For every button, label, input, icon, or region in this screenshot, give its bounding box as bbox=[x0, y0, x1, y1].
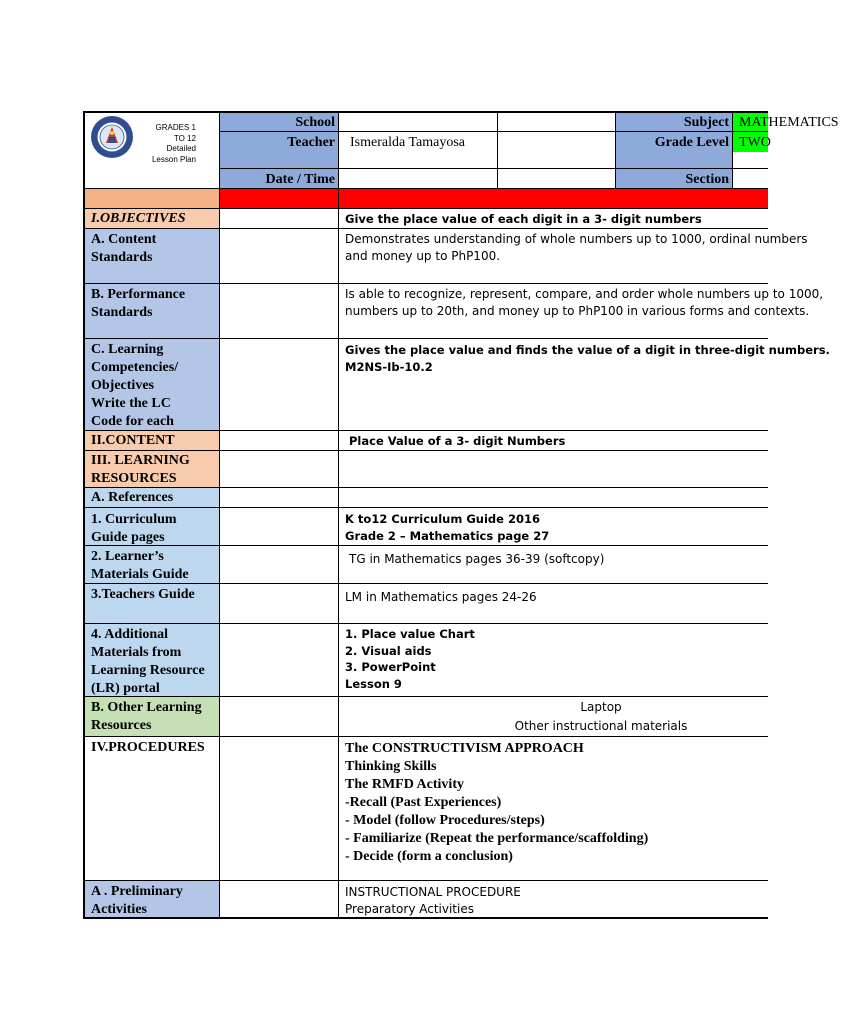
orange-band-cell bbox=[84, 189, 220, 209]
other-text: Laptop Other instructional materials bbox=[514, 700, 688, 733]
procedures-text: The CONSTRUCTIVISM APPROACH Thinking Skills The RMFD Activity -Recall (Past Experiences) - Model (follow Procedures/steps) - Familiarize (Repeat the performance/scaffolding) - Decide (form a conclusion) bbox=[345, 741, 649, 864]
prelim-text: INSTRUCTIONAL PROCEDURE Preparatory Activities bbox=[345, 885, 521, 916]
perf-std-label: B. Performance Standards bbox=[91, 287, 186, 320]
references-label: A. References bbox=[91, 490, 174, 505]
teachers-label: 3.Teachers Guide bbox=[91, 587, 195, 602]
content-std-label: A. Content Standards bbox=[91, 232, 157, 265]
school-label: School bbox=[295, 115, 335, 130]
subject-value: MATHEMATICS bbox=[739, 115, 839, 130]
grid-line bbox=[83, 736, 768, 737]
subject-label: Subject bbox=[683, 115, 729, 130]
procedures-label: IV.PROCEDURES bbox=[91, 740, 205, 755]
content-std-text: Demonstrates understanding of whole numbers up to 1000, ordinal numbers and money up to PhP100. bbox=[345, 232, 808, 263]
competency-label: C. Learning Competencies/ Objectives Write the LC Code for each bbox=[91, 342, 179, 429]
grade-value: TWO bbox=[739, 135, 771, 150]
datetime-label: Date / Time bbox=[265, 172, 335, 187]
learners-text: TG in Mathematics pages 36-39 (softcopy) bbox=[349, 552, 605, 566]
content-text: Place Value of a 3- digit Numbers bbox=[349, 434, 566, 448]
additional-text: 1. Place value Chart 2. Visual aids 3. PowerPoint Lesson 9 bbox=[345, 627, 475, 691]
content-label: II.CONTENT bbox=[91, 433, 175, 448]
teachers-text: LM in Mathematics pages 24-26 bbox=[345, 590, 537, 604]
grid-line bbox=[219, 111, 220, 919]
deped-seal-icon bbox=[90, 115, 134, 159]
curriculum-label: 1. Curriculum Guide pages bbox=[91, 512, 177, 545]
red-band bbox=[220, 189, 768, 209]
objectives-label: I.OBJECTIVES bbox=[91, 211, 186, 226]
learners-label: 2. Learner’s Materials Guide bbox=[91, 549, 189, 582]
teacher-value: Ismeralda Tamayosa bbox=[350, 135, 465, 150]
competency-text: Gives the place value and finds the value of a digit in three-digit numbers. M2NS-Ib-10.2 bbox=[345, 343, 830, 374]
logo-caption: GRADES 1 TO 12 Detailed Lesson Plan bbox=[151, 123, 196, 164]
grid-line bbox=[83, 880, 768, 881]
perf-std-text: Is able to recognize, represent, compare, and order whole numbers up to 1000, numbers up to 20th, and money up to PhP100 in various forms and contexts. bbox=[345, 287, 824, 318]
grid-line bbox=[83, 338, 768, 339]
section-label: Section bbox=[685, 172, 729, 187]
teacher-label: Teacher bbox=[287, 135, 335, 150]
other-label: B. Other Learning Resources bbox=[91, 700, 202, 733]
grid-line bbox=[497, 111, 498, 189]
curriculum-text: K to12 Curriculum Guide 2016 Grade 2 – Mathematics page 27 bbox=[345, 512, 550, 543]
resources-label: III. LEARNING RESOURCES bbox=[91, 453, 190, 486]
grid-line bbox=[83, 507, 768, 508]
objectives-content: Give the place value of each digit in a 3- digit numbers bbox=[345, 212, 702, 226]
additional-label: 4. Additional Materials from Learning Resource (LR) portal bbox=[91, 627, 205, 696]
grade-label: Grade Level bbox=[654, 135, 729, 150]
prelim-label: A . Preliminary Activities bbox=[91, 884, 183, 917]
